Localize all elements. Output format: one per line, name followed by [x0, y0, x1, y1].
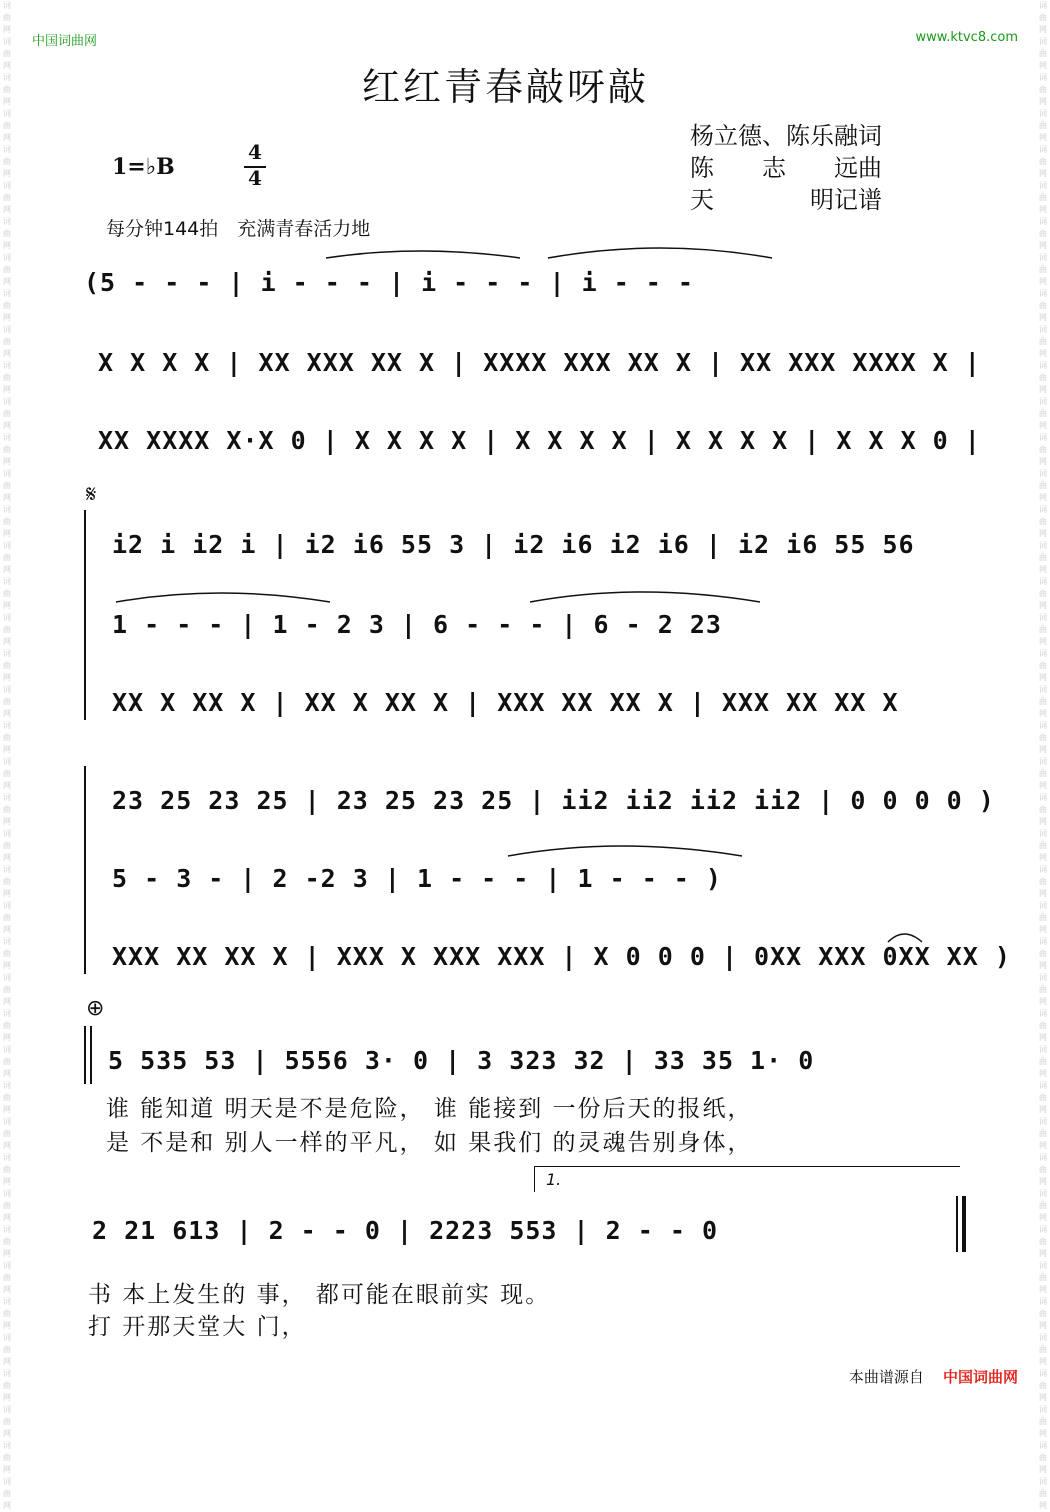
tie-system1-bass-2 [530, 592, 760, 602]
song-title: 红红青春敲呀敲 [362, 65, 650, 109]
coda-sign: ⊕ [86, 996, 105, 1021]
watermark-left: 词曲网 词曲网 词曲网 词曲网 词曲网 词曲网 词曲网 词曲网 词曲网 词曲网 词曲网 词曲网 词曲网 词曲网 词曲网 词曲网 词曲网 词曲网 词曲网 词曲网 词曲网 词曲网 词曲网 词曲网 词曲网 词曲网 词曲网 词曲网 词曲网 词曲网 词曲网 词曲网 词曲网 词曲网 词曲网 词曲网 词曲网 词曲网 词曲网 词曲网 词曲网 词曲网 [3, 1, 11, 1510]
tie-system2-bass [508, 846, 742, 856]
intro-rhythm-row-1: X X X X | XX XXX XX X | XXXX XXX XX X | XX XXX XXXX X | [98, 348, 981, 377]
verse-melody: 5 535 53 | 5556 3· 0 | 3 323 32 | 33 35 1· 0 [108, 1046, 815, 1075]
key-signature: 1=♭B [112, 154, 175, 180]
segno-sign: 𝄋 [86, 480, 97, 508]
footer-source-label: 本曲谱源自 [848, 1368, 924, 1386]
time-signature-bottom: 4 [248, 166, 262, 190]
footer-source [849, 1366, 1018, 1387]
system-2-rhythm: XXX XX XX X | XXX X XXX XXX | X 0 0 0 | 0XX XXX 0XX XX ) [112, 942, 1011, 971]
intro-rhythm-row-2: XX XXXX X·X 0 | X X X X | X X X X | X X X X | X X X 0 | [98, 426, 981, 455]
system-1-melody: i2 i i2 i | i2 i6 55 3 | i2 i6 i2 i6 | i2 i6 55 56 [112, 530, 915, 559]
tie-system1-bass-1 [116, 593, 330, 602]
tie-system2-rhythm [888, 934, 922, 942]
line-2-lyrics-2: 打 开那天堂大 门， [88, 1314, 307, 1340]
tie-intro-2 [548, 248, 772, 258]
verse-lyrics-2: 是 不是和 别人一样的平凡， 如 果我们 的灵魂告别身体， [106, 1130, 753, 1156]
system-2-bass: 5 - 3 - | 2 -2 3 | 1 - - - | 1 - - - ) [112, 864, 722, 893]
site-name-link[interactable]: 中国词曲网 [32, 34, 98, 49]
credit-music: 陈 志 远曲 [690, 154, 882, 182]
time-signature-top: 4 [248, 140, 262, 164]
system-1-rhythm: XX X XX X | XX X XX X | XXX XX XX X | XXX XX XX X [112, 688, 899, 717]
credit-lyrics: 杨立德、陈乐融词 [690, 122, 882, 150]
tempo-marking: 每分钟144拍 充满青春活力地 [106, 218, 371, 240]
system-1-bass: 1 - - - | 1 - 2 3 | 6 - - - | 6 - 2 23 [112, 610, 722, 639]
volta-1-label: 1. [546, 1170, 562, 1189]
site-url-link[interactable]: www.ktvc8.com [915, 30, 1018, 45]
tie-intro-1 [326, 251, 520, 258]
system-2-melody: 23 25 23 25 | 23 25 23 25 | ii2 ii2 ii2 ii2 | 0 0 0 0 ) [112, 786, 995, 815]
watermark-right: 词曲网 词曲网 词曲网 词曲网 词曲网 词曲网 词曲网 词曲网 词曲网 词曲网 词曲网 词曲网 词曲网 词曲网 词曲网 词曲网 词曲网 词曲网 词曲网 词曲网 词曲网 词曲网 词曲网 词曲网 词曲网 词曲网 词曲网 词曲网 词曲网 词曲网 词曲网 词曲网 词曲网 词曲网 词曲网 词曲网 词曲网 词曲网 词曲网 词曲网 词曲网 词曲网 [1039, 1, 1047, 1510]
verse-lyrics-1: 谁 能知道 明天是不是危险， 谁 能接到 一份后天的报纸， [106, 1096, 753, 1122]
intro-melody-row: (5 - - - | i - - - | i - - - | i - - - [84, 268, 694, 297]
line-2-melody: 2 21 613 | 2 - - 0 | 2223 553 | 2 - - 0 [92, 1216, 718, 1245]
line-2-lyrics-1: 书 本上发生的 事， 都可能在眼前实 现。 [88, 1282, 551, 1308]
credit-transcriber: 天 明记谱 [690, 186, 882, 214]
footer-source-site[interactable]: 中国词曲网 [942, 1368, 1018, 1386]
